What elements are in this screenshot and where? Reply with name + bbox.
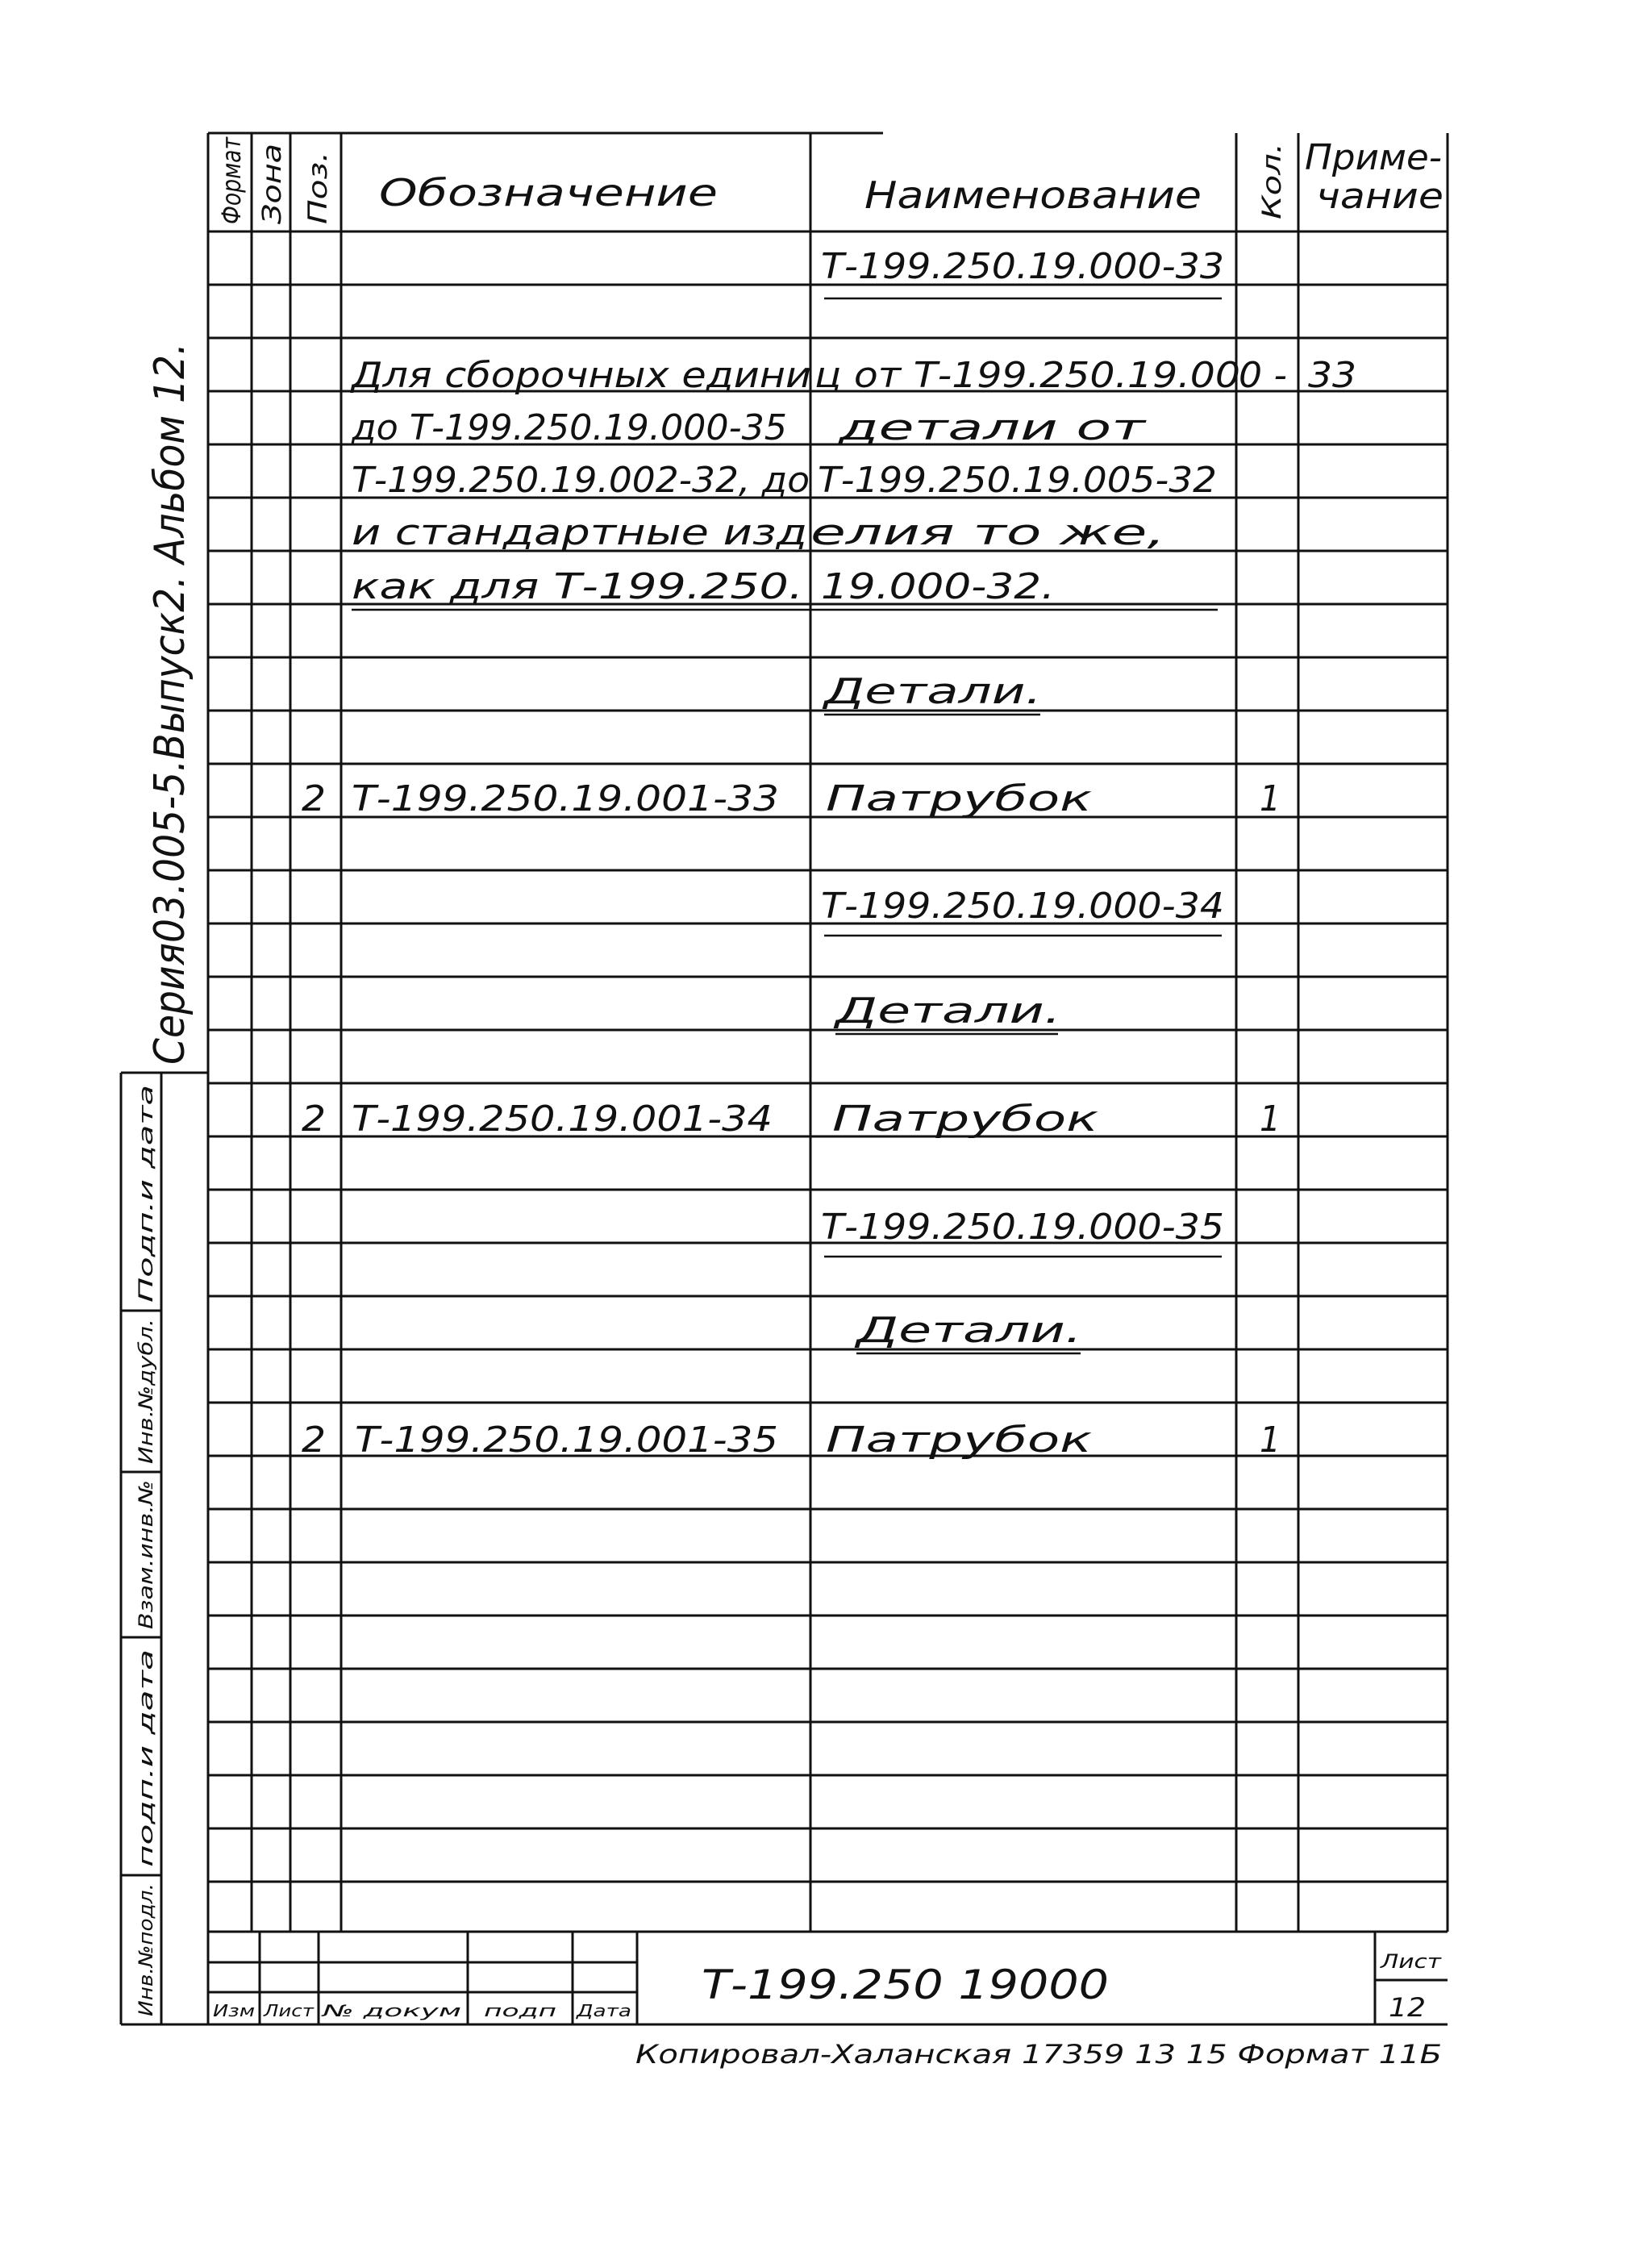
- series-label: Серия03.005-5.Выпуск2. Альбом 12.: [146, 269, 194, 1065]
- para-line1-a: Для сборочных едини: [349, 355, 811, 396]
- header-name: Наименование: [864, 173, 1202, 217]
- header-zone: Зона: [256, 159, 287, 224]
- para-line1-d: 33: [1308, 355, 1356, 396]
- para-line5-a: как для Т-199.250.: [352, 566, 803, 607]
- para-line3-a: Т-199.250.19.002-32, до: [352, 460, 810, 501]
- group-code-33: Т-199.250.19.000-33: [821, 246, 1224, 287]
- item-name-34: Патрубок: [832, 1099, 1099, 1140]
- item-qty-34: 1: [1260, 1099, 1281, 1140]
- tb-izm: Изм: [213, 2001, 255, 2020]
- group-code-35: Т-199.250.19.000-35: [821, 1207, 1224, 1248]
- para-line1-b: ц от Т-199.250.19.00: [814, 355, 1240, 396]
- para-line2-b: детали от: [837, 407, 1148, 448]
- item-code-33: Т-199.250.19.001-33: [352, 778, 779, 819]
- para-line4-a: и стандартные изд: [352, 512, 807, 553]
- stamp-podp-data-1: Подп.и дата: [135, 1177, 157, 1303]
- header-note-line2: чание: [1316, 176, 1443, 217]
- tb-data: Дата: [575, 2001, 631, 2020]
- stamp-inv-dubl: Инв.№дубл.: [135, 1344, 157, 1464]
- tb-sheet-label: Лист: [1379, 1950, 1443, 1973]
- header-qty: Кол.: [1256, 161, 1287, 219]
- tb-list: Лист: [262, 2001, 315, 2020]
- item-qty-35: 1: [1260, 1420, 1281, 1461]
- tb-sheet-no: 12: [1389, 1992, 1426, 2023]
- header-note-line1: Приме-: [1305, 137, 1442, 178]
- tb-podp: подп: [484, 2001, 556, 2020]
- footer-copy-note: Копировал-Халанская 17359 13 15 Формат 11Б: [635, 2039, 1442, 2070]
- para-line3-b: Т-199.250.19.005-32: [818, 460, 1217, 501]
- header-format: Формат: [216, 119, 247, 224]
- section-details-1: Детали.: [822, 671, 1042, 712]
- item-pos-34: 2: [302, 1099, 326, 1140]
- stamp-vzam-inv: Взам.инв.№: [135, 1510, 157, 1629]
- section-details-2: Детали.: [832, 990, 1061, 1032]
- header-designation: Обозначение: [379, 171, 718, 215]
- section-details-3: Детали.: [853, 1310, 1082, 1351]
- para-line1-c: 0 -: [1239, 355, 1287, 396]
- item-code-34: Т-199.250.19.001-34: [352, 1099, 773, 1140]
- tb-doc-code: Т-199.250 19000: [702, 1962, 1109, 2008]
- item-qty-33: 1: [1260, 778, 1281, 819]
- stamp-inv-podl: Инв.№подл.: [135, 1895, 157, 2016]
- item-pos-33: 2: [302, 778, 326, 819]
- item-code-35: Т-199.250.19.001-35: [355, 1420, 778, 1461]
- tb-doc-no: № докум: [321, 2001, 461, 2020]
- para-line4-b: елия то же,: [810, 512, 1165, 553]
- para-line2-a: до Т-199.250.19.000-35: [350, 407, 787, 448]
- item-name-35: Патрубок: [826, 1420, 1093, 1461]
- para-line5-b: 19.000-32.: [821, 566, 1055, 607]
- stamp-podp-data-2: подп.и дата: [135, 1743, 157, 1867]
- item-name-33: Патрубок: [826, 778, 1093, 819]
- group-code-34: Т-199.250.19.000-34: [821, 886, 1224, 927]
- header-pos: Поз.: [302, 167, 333, 224]
- item-pos-35: 2: [302, 1420, 326, 1461]
